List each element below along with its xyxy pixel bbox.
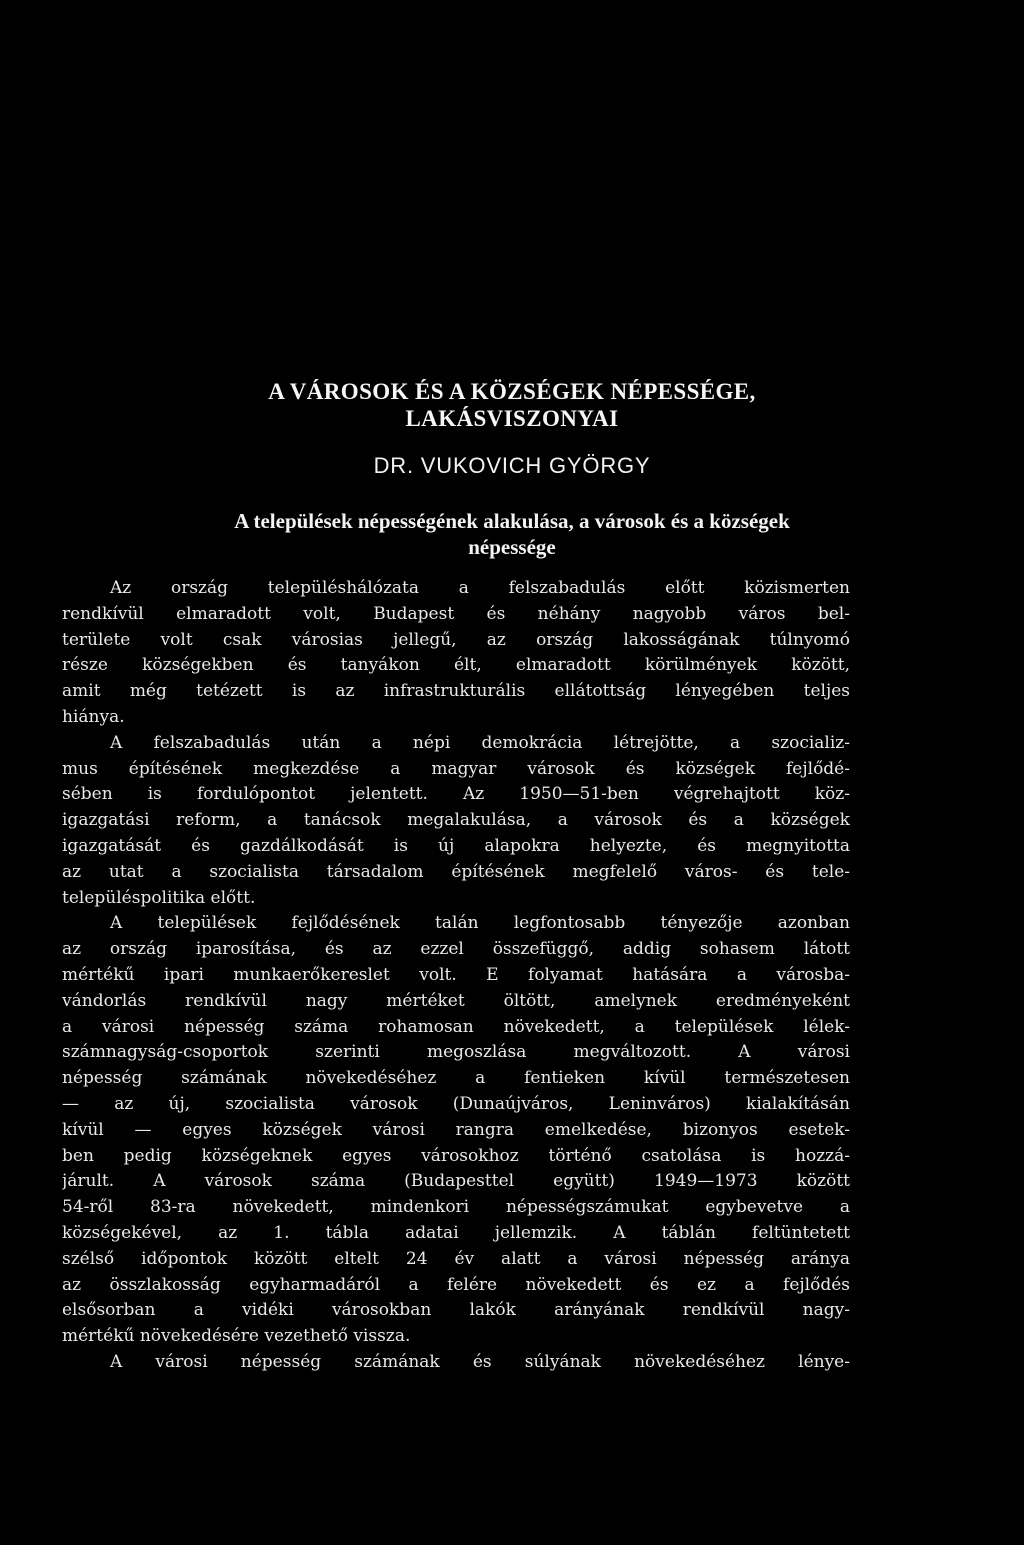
paragraph-line: területe volt csak városias jellegű, az ország lakosságának túlnyomó — [62, 629, 850, 650]
title-line: LAKÁSVISZONYAI — [405, 406, 619, 431]
paragraph-line: településpolitika előtt. — [62, 887, 256, 908]
section-heading-line: népessége — [468, 535, 556, 559]
paragraph-line: A felszabadulás után a népi demokrácia létrejötte, a szocializ- — [110, 732, 850, 753]
paragraph-line: része községekben és tanyákon élt, elmaradott körülmények között, — [62, 655, 850, 676]
paragraph-line: 54-ről 83-ra növekedett, mindenkori népességszámukat egybevetve a — [62, 1197, 850, 1218]
paragraph — [62, 1350, 850, 1376]
paragraph-line: mértékű ipari munkaerőkereslet volt. E folyamat hatására a városba- — [62, 964, 850, 985]
paragraph — [62, 731, 850, 912]
paragraph-line: az ország iparosítása, és az ezzel összefüggő, addig sohasem látott — [62, 939, 850, 960]
paragraph — [62, 576, 850, 731]
paragraph-line: kívül — egyes községek városi rangra emelkedése, bizonyos esetek- — [62, 1119, 850, 1140]
paragraph-line: A városi népesség számának és súlyának növekedéséhez lénye- — [110, 1351, 850, 1372]
document-title — [0, 378, 1024, 432]
paragraph-line: — az új, szocialista városok (Dunaújváros, Leninváros) kialakításán — [62, 1093, 850, 1114]
paragraph-line: elsősorban a vidéki városokban lakók arányának rendkívül nagy- — [62, 1300, 850, 1321]
paragraph-line: mus építésének megkezdése a magyar városok és községek fejlődé- — [62, 758, 850, 779]
paragraph-line: az összlakosság egyharmadáról a felére növekedett és ez a fejlődés — [62, 1274, 850, 1295]
paragraph-line: szélső időpontok között eltelt 24 év alatt a városi népesség aránya — [62, 1248, 850, 1269]
paragraph — [62, 911, 850, 1350]
paragraph-line: A települések fejlődésének talán legfontosabb tényezője azonban — [110, 913, 850, 934]
paragraph-line: számnagyság-csoportok szerinti megoszlása megváltozott. A városi — [62, 1042, 850, 1063]
section-heading — [62, 508, 962, 560]
paragraph-line: községekével, az 1. tábla adatai jellemzik. A táblán feltüntetett — [62, 1222, 850, 1243]
paragraph-line: Az ország településhálózata a felszabadulás előtt közismerten — [110, 578, 850, 598]
title-line: A VÁROSOK ÉS A KÖZSÉGEK NÉPESSÉGE, — [268, 379, 756, 404]
paragraph-line: amit még tetézett is az infrastrukturális ellátottság lényegében teljes — [62, 681, 850, 702]
paragraph-line: az utat a szocialista társadalom építésének megfelelő város- és tele- — [62, 861, 850, 882]
section-heading-line: A települések népességének alakulása, a városok és a községek — [234, 509, 790, 533]
paragraph-line: járult. A városok száma (Budapesttel együtt) 1949—1973 között — [62, 1171, 850, 1192]
paragraph-line: népesség számának növekedéséhez a fentieken kívül természetesen — [62, 1068, 850, 1089]
body-text — [62, 576, 850, 1376]
paragraph-line: a városi népesség száma rohamosan növekedett, a települések lélek- — [62, 1016, 850, 1037]
paragraph-line: igazgatását és gazdálkodását is új alapokra helyezte, és megnyitotta — [62, 835, 850, 856]
paragraph-line: mértékű növekedésére vezethető vissza. — [62, 1326, 411, 1347]
paragraph-line: hiánya. — [62, 706, 125, 727]
paragraph-line: rendkívül elmaradott volt, Budapest és néhány nagyobb város bel- — [62, 603, 850, 624]
paragraph-line: sében is fordulópontot jelentett. Az 1950—51-ben végrehajtott köz- — [62, 784, 850, 805]
paragraph-line: ben pedig községeknek egyes városokhoz történő csatolása is hozzá- — [62, 1145, 850, 1166]
author-name: DR. VUKOVICH GYÖRGY — [373, 453, 651, 478]
paragraph-line: igazgatási reform, a tanácsok megalakulása, a városok és a községek — [62, 810, 850, 831]
paragraph-line: vándorlás rendkívül nagy mértéket öltött, amelynek eredményeként — [62, 990, 850, 1011]
